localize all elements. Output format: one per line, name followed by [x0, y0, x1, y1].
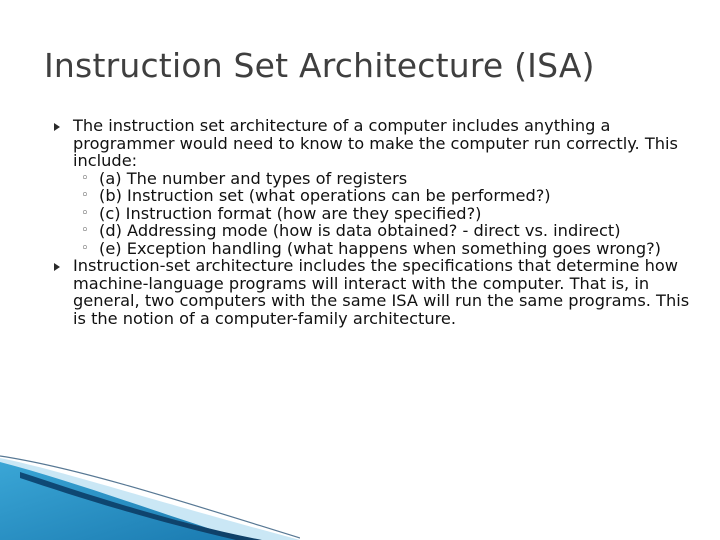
sub-bullet-item: [73, 205, 694, 223]
sub-bullet-text: (a) The number and types of registers: [99, 168, 408, 188]
bullet-list: [54, 117, 694, 327]
bullet-item: [54, 257, 694, 327]
ring-icon: ◦: [81, 223, 89, 238]
sub-bullet-item: [73, 222, 694, 240]
sub-bullet-text: (e) Exception handling (what happens when something goes wrong?): [99, 238, 662, 258]
slide-title: Instruction Set Architecture (ISA): [44, 46, 595, 85]
ring-icon: ◦: [81, 188, 89, 203]
bullet-item: [54, 117, 694, 257]
ring-icon: ◦: [81, 240, 89, 256]
triangle-right-icon: [54, 123, 60, 131]
sub-bullet-text: (d) Addressing mode (how is data obtained? - direct vs. indirect): [99, 221, 621, 240]
bullet-text: Instruction-set architecture includes the specifications that determine how machine-language programs will interact with the computer. That is, in general, two computers with the same ISA will run the same programs. This is the notion of a computer-family architecture.: [73, 256, 690, 328]
sub-bullet-list: [73, 170, 694, 258]
ring-icon: ◦: [81, 170, 89, 186]
sub-bullet-text: (b) Instruction set (what operations can be performed?): [99, 186, 551, 205]
sub-bullet-item: [73, 187, 694, 205]
corner-decoration: [0, 440, 300, 540]
triangle-right-icon: [54, 263, 60, 271]
bullet-text: The instruction set architecture of a computer includes anything a programmer would need to know to make the computer run correctly. This include:: [73, 116, 678, 170]
sub-bullet-item: [73, 170, 694, 188]
sub-bullet-text: (c) Instruction format (how are they specified?): [99, 203, 482, 223]
sub-bullet-item: [73, 240, 694, 258]
ring-icon: ◦: [81, 205, 89, 221]
